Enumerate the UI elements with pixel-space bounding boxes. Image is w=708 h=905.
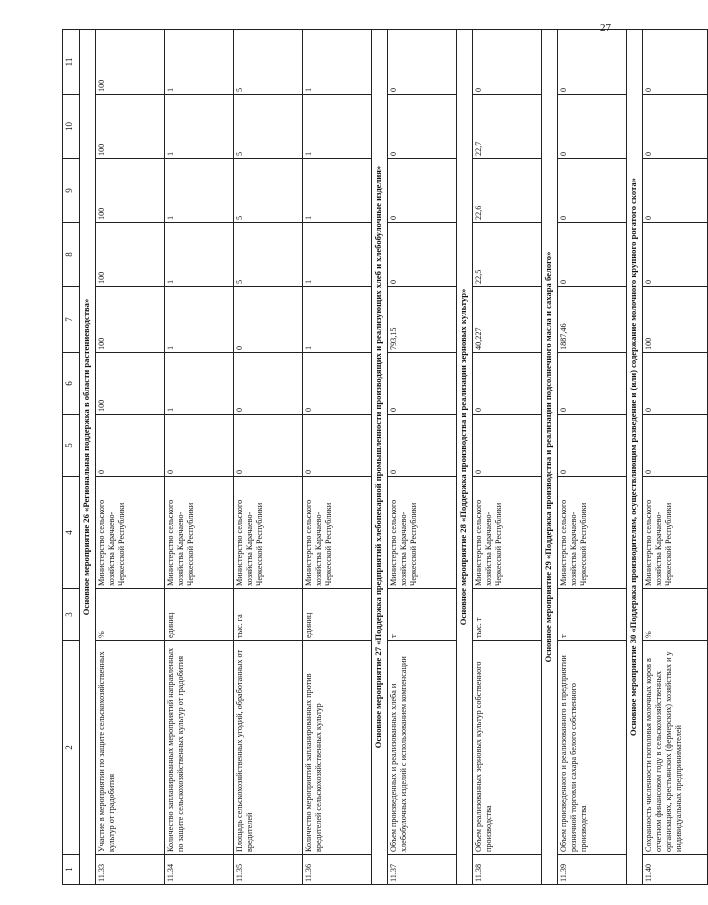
value-cell: 22,7 (473, 95, 542, 159)
value-cell: 0 (388, 159, 457, 223)
executor-cell: Министерство сельского хозяйства Карачаево-Черкесской Республики (473, 477, 542, 589)
value-cell: 0 (388, 353, 457, 415)
value-cell: 793,15 (388, 287, 457, 353)
row-number: 11.40 (643, 855, 708, 885)
value-cell: 5 (234, 223, 303, 287)
row-number: 11.37 (388, 855, 457, 885)
table-row (303, 30, 372, 885)
value-cell: 0 (558, 30, 627, 95)
unit-cell: единиц (303, 589, 372, 641)
value-cell: 1 (165, 353, 234, 415)
table-row (234, 30, 303, 885)
section-row (372, 30, 388, 885)
value-cell: 0 (388, 95, 457, 159)
col-header: 1 (63, 855, 80, 885)
value-cell: 0 (473, 353, 542, 415)
unit-cell: т (388, 589, 457, 641)
value-cell: 0 (558, 415, 627, 477)
value-cell: 22,6 (473, 159, 542, 223)
value-cell: 1 (165, 95, 234, 159)
table-row (165, 30, 234, 885)
table-row (558, 30, 627, 885)
indicator-name: Количество запланированных мероприятий направленных по защите сельскохозяйственных культур от градобития (165, 641, 234, 855)
executor-cell: Министерство сельского хозяйства Карачаево-Черкесской Республики (234, 477, 303, 589)
section-title: Основное мероприятие 27 «Поддержка предприятий хлебопекарной промышленности производящих и реализующих хлеб и хлебобулочные изделия» (372, 30, 388, 885)
section-title: Основное мероприятие 30 «Поддержка производителям, осуществляющим разведение и (или) содержание молочного крупного рогатого скота» (627, 30, 643, 885)
col-header: 3 (63, 589, 80, 641)
value-cell: 1 (165, 223, 234, 287)
value-cell: 0 (234, 353, 303, 415)
sheet (62, 30, 683, 885)
unit-cell: тыс. га (234, 589, 303, 641)
value-cell: 5 (234, 159, 303, 223)
section-row (542, 30, 558, 885)
indicator-name: Сохранность численности поголовья молочных коров в отчетном финансовом году в сельскохозяйственных организациях, крестьянских (фермерских) хозяйствах и у индивидуальных предпринимателей (643, 641, 708, 855)
col-header: 2 (63, 641, 80, 855)
section-title: Основное мероприятие 28 «Поддержка производства и реализации зерновых культур» (457, 30, 473, 885)
row-number: 11.35 (234, 855, 303, 885)
table-row (96, 30, 165, 885)
value-cell: 0 (234, 287, 303, 353)
value-cell: 0 (643, 353, 708, 415)
section-row (457, 30, 473, 885)
unit-cell: т (558, 589, 627, 641)
indicator-name: Участие в мероприятии по защите сельскохозяйственных культур от градобития (96, 641, 165, 855)
value-cell: 0 (643, 415, 708, 477)
value-cell: 40,227 (473, 287, 542, 353)
col-header: 11 (63, 30, 80, 95)
value-cell: 1 (303, 223, 372, 287)
value-cell: 5 (234, 95, 303, 159)
value-cell: 0 (234, 415, 303, 477)
col-header: 5 (63, 415, 80, 477)
section-title: Основное мероприятие 29 «Поддержка производства и реализации подсолнечного масла и сахара белого» (542, 30, 558, 885)
executor-cell: Министерство сельского хозяйства Карачаево-Черкесской Республики (165, 477, 234, 589)
value-cell: 0 (96, 415, 165, 477)
row-number: 11.33 (96, 855, 165, 885)
value-cell: 0 (388, 415, 457, 477)
section-title: Основное мероприятие 26 «Региональная поддержка в области растениеводства» (80, 30, 96, 885)
indicator-name: Объем реализованных зерновых культур собственного производства (473, 641, 542, 855)
value-cell: 1 (303, 287, 372, 353)
row-number: 11.38 (473, 855, 542, 885)
value-cell: 22,5 (473, 223, 542, 287)
unit-cell: тыс. т (473, 589, 542, 641)
value-cell: 0 (388, 223, 457, 287)
value-cell: 0 (165, 415, 234, 477)
table-row (643, 30, 708, 885)
value-cell: 100 (96, 287, 165, 353)
section-row (80, 30, 96, 885)
value-cell: 1 (165, 159, 234, 223)
executor-cell: Министерство сельского хозяйства Карачаево-Черкесской Республики (643, 477, 708, 589)
page-number: 27 (600, 22, 611, 34)
value-cell: 1 (165, 30, 234, 95)
table-row (388, 30, 457, 885)
col-header: 4 (63, 477, 80, 589)
value-cell: 0 (303, 415, 372, 477)
value-cell: 0 (558, 159, 627, 223)
table-row (473, 30, 542, 885)
col-header: 10 (63, 95, 80, 159)
section-row (627, 30, 643, 885)
indicator-name: Объем произведенного и реализованного в предприятии розничной торговли сахара белого собственного производства (558, 641, 627, 855)
value-cell: 100 (96, 30, 165, 95)
unit-cell: единиц (165, 589, 234, 641)
value-cell: 100 (96, 159, 165, 223)
value-cell: 100 (96, 95, 165, 159)
value-cell: 1 (165, 287, 234, 353)
executor-cell: Министерство сельского хозяйства Карачаево-Черкесской Республики (558, 477, 627, 589)
value-cell: 0 (643, 95, 708, 159)
indicators-table (62, 29, 708, 885)
indicator-name: Объем произведенных и реализованных хлеба и хлебобулочных изделий с использованием компенсации (388, 641, 457, 855)
table-body (63, 30, 708, 885)
value-cell: 0 (388, 30, 457, 95)
value-cell: 1 (303, 159, 372, 223)
row-number: 11.34 (165, 855, 234, 885)
value-cell: 100 (643, 287, 708, 353)
value-cell: 0 (643, 30, 708, 95)
value-cell: 1 (303, 30, 372, 95)
value-cell: 0 (558, 95, 627, 159)
executor-cell: Министерство сельского хозяйства Карачаево-Черкесской Республики (303, 477, 372, 589)
value-cell: 0 (558, 223, 627, 287)
value-cell: 100 (96, 223, 165, 287)
col-header: 8 (63, 223, 80, 287)
value-cell: 100 (96, 353, 165, 415)
header-row (63, 30, 80, 885)
rotated-page (62, 30, 683, 885)
value-cell: 1887,46 (558, 287, 627, 353)
executor-cell: Министерство сельского хозяйства Карачаево-Черкесской Республики (96, 477, 165, 589)
executor-cell: Министерство сельского хозяйства Карачаево-Черкесской Республики (388, 477, 457, 589)
row-number: 11.36 (303, 855, 372, 885)
col-header: 6 (63, 353, 80, 415)
value-cell: 1 (303, 95, 372, 159)
value-cell: 0 (558, 353, 627, 415)
value-cell: 0 (643, 223, 708, 287)
value-cell: 0 (303, 353, 372, 415)
unit-cell: % (96, 589, 165, 641)
indicator-name: Количество мероприятий запланированных против вредителей сельскохозяйственных культур (303, 641, 372, 855)
value-cell: 0 (473, 415, 542, 477)
row-number: 11.39 (558, 855, 627, 885)
indicator-name: Площадь сельскохозяйственных угодий, обработанных от вредителей (234, 641, 303, 855)
col-header: 9 (63, 159, 80, 223)
value-cell: 0 (473, 30, 542, 95)
value-cell: 5 (234, 30, 303, 95)
col-header: 7 (63, 287, 80, 353)
value-cell: 0 (643, 159, 708, 223)
unit-cell: % (643, 589, 708, 641)
